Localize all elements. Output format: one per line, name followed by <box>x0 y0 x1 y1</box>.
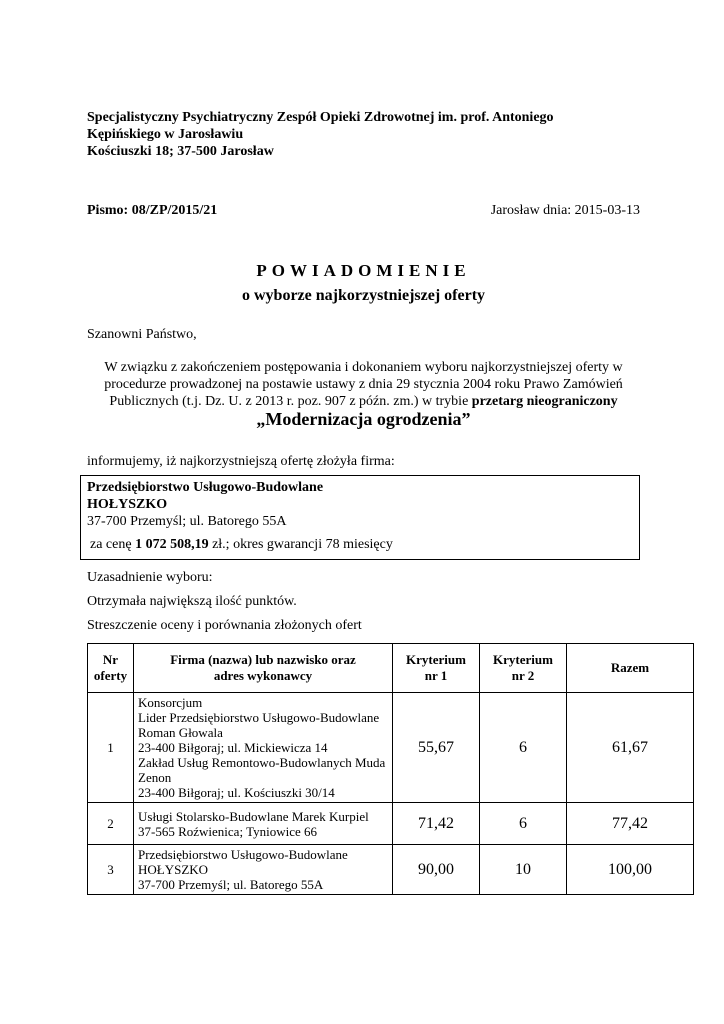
intro-line: W związku z zakończeniem postępowania i dokonaniem wyboru najkorzystniejszej oferty w <box>104 360 623 375</box>
criterion-2-score: 10 <box>480 845 567 895</box>
institution-line: Kępińskiego w Jarosławiu <box>87 127 244 142</box>
offer-number: 2 <box>88 803 134 845</box>
table-row <box>88 803 694 845</box>
firm-line: Zenon <box>138 770 172 785</box>
firm-line: 23-400 Biłgoraj; ul. Kościuszki 30/14 <box>138 785 335 800</box>
offer-firm <box>134 693 393 803</box>
firm-line: Usługi Stolarsko-Budowlane Marek Kurpiel <box>138 808 369 824</box>
justification-label: Uzasadnienie wyboru: <box>87 570 213 585</box>
total-score: 61,67 <box>567 693 694 803</box>
document-title: POWIADOMIENIE <box>256 261 471 280</box>
header-firm <box>134 644 393 693</box>
firm-line: 37-565 Roźwienica; Tyniowice 66 <box>138 823 318 839</box>
offer-firm <box>134 845 393 895</box>
header-text: nr 1 <box>424 668 448 683</box>
firm-line: Przedsiębiorstwo Usługowo-Budowlane <box>138 847 348 862</box>
criterion-1-score: 71,42 <box>393 803 480 845</box>
criterion-1-score: 55,67 <box>393 693 480 803</box>
table-row <box>88 845 694 895</box>
winner-box <box>80 475 640 560</box>
winner-name: Przedsiębiorstwo Usługowo-Budowlane <box>87 480 324 495</box>
summary-label: Streszczenie oceny i porównania złożonych ofert <box>87 618 362 633</box>
table-row <box>88 693 694 803</box>
firm-line: Lider Przedsiębiorstwo Usługowo-Budowlane <box>138 710 380 725</box>
header-text: Firma (nazwa) lub nazwisko oraz <box>170 652 356 667</box>
winner-price-line <box>87 536 639 553</box>
total-score: 100,00 <box>567 845 694 895</box>
institution-line: Specjalistyczny Psychiatryczny Zespół Opieki Zdrowotnej im. prof. Antoniego <box>87 110 554 125</box>
firm-line: 23-400 Biłgoraj; ul. Mickiewicza 14 <box>138 740 328 755</box>
intro-line: procedurze prowadzonej na postawie ustawy z dnia 29 stycznia 2004 roku Prawo Zamówień <box>104 377 623 392</box>
table-header-row <box>88 644 694 693</box>
intro-paragraph <box>87 359 640 410</box>
header-text: Kryterium <box>406 652 466 667</box>
document-subtitle: o wyborze najkorzystniejszej oferty <box>241 287 486 304</box>
firm-line: Konsorcjum <box>138 695 203 710</box>
header-criterion-1 <box>393 644 480 693</box>
header-text: Kryterium <box>493 652 553 667</box>
firm-line: Roman Głowala <box>138 725 223 740</box>
header-text: Nr <box>102 652 119 667</box>
institution-header <box>87 109 647 160</box>
header-text: adres wykonawcy <box>213 668 313 683</box>
winner-price: 1 072 508,19 <box>135 537 209 552</box>
winner-name-short: HOŁYSZKO <box>87 497 168 512</box>
total-score: 77,42 <box>567 803 694 845</box>
institution-line: Kościuszki 18; 37-500 Jarosław <box>87 144 274 159</box>
winner-address: 37-700 Przemyśl; ul. Batorego 55A <box>87 514 287 529</box>
place-date: Jarosław dnia: 2015-03-13 <box>490 203 640 218</box>
intro-line3-text: Publicznych (t.j. Dz. U. z 2013 r. poz. 907 z późn. zm.) w trybie <box>109 394 472 409</box>
header-nr <box>88 644 134 693</box>
price-suffix: zł.; okres gwarancji 78 miesięcy <box>208 537 393 552</box>
criterion-2-score: 6 <box>480 693 567 803</box>
criterion-2-score: 6 <box>480 803 567 845</box>
offer-number: 3 <box>88 845 134 895</box>
intro-line <box>87 393 640 410</box>
header-text: oferty <box>93 668 128 683</box>
procedure-mode: przetarg nieograniczony <box>471 394 618 409</box>
justification-text: Otrzymała największą ilość punktów. <box>87 594 297 609</box>
header-total: Razem <box>567 644 694 693</box>
firm-line: 37-700 Przemyśl; ul. Batorego 55A <box>138 877 324 892</box>
offer-firm <box>134 803 393 845</box>
offer-number: 1 <box>88 693 134 803</box>
price-prefix: za cenę <box>90 537 136 552</box>
criterion-1-score: 90,00 <box>393 845 480 895</box>
offers-table <box>87 643 694 895</box>
inform-text: informujemy, iż najkorzystniejszą ofertę złożyła firma: <box>87 454 395 469</box>
greeting: Szanowni Państwo, <box>87 327 197 342</box>
header-criterion-2 <box>480 644 567 693</box>
project-name: „Modernizacja ogrodzenia” <box>256 409 471 429</box>
letter-number: Pismo: 08/ZP/2015/21 <box>87 203 218 218</box>
firm-line: Zakład Usług Remontowo-Budowlanych Muda <box>138 755 386 770</box>
firm-line: HOŁYSZKO <box>138 862 209 877</box>
header-text: nr 2 <box>511 668 535 683</box>
